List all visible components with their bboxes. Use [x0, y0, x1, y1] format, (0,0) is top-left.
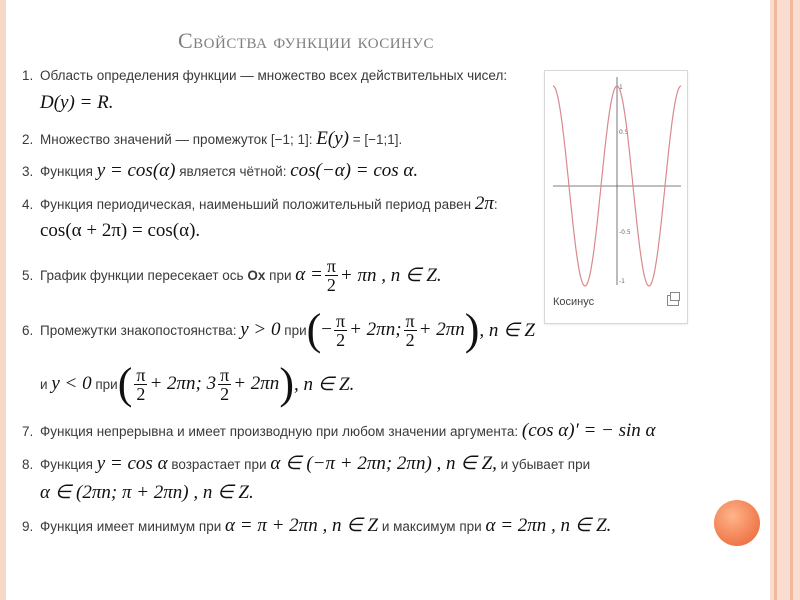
graph-caption: Косинус	[553, 296, 595, 308]
slide-left-border	[0, 0, 6, 600]
ytick-label-1: 1	[619, 84, 623, 91]
decorative-orb	[714, 500, 760, 546]
fraction: $\frac{\pi}{2}$	[405, 310, 415, 350]
property-8-formula: α ∈ (2πn; π + 2πn) , n ∈ Z.	[40, 482, 254, 503]
property-3: 3. Функция y = cos(α) является чётной: cos(−α) = cos α.	[22, 160, 419, 181]
slide-right-border	[770, 0, 800, 600]
fraction: $\frac{\pi}{2}$	[326, 255, 336, 295]
fraction: $\frac{\pi}{2}$	[136, 364, 146, 404]
property-6-line2: и y < 0 при ( $\frac{\pi}{2}$ + 2πn; 3 $\frac{\pi}{2}$ + 2πn ) , n ∈ Z.	[40, 359, 355, 408]
fraction: $\frac{\pi}{2}$	[336, 310, 346, 350]
slide-title: Свойства функции косинус	[178, 28, 435, 53]
property-8: 8. Функция y = cos α возрастает при α ∈ (−π + 2πn; 2πn) , n ∈ Z, и убывает при	[22, 453, 591, 474]
property-9: 9. Функция имеет минимум при α = π + 2πn , n ∈ Z и максимум при α = 2πn , n ∈ Z.	[22, 515, 612, 536]
cosine-plot	[545, 71, 687, 291]
property-5: 5. График функции пересекает ось Ox при α = $\frac{\pi}{2}$ + πn , n ∈ Z.	[22, 255, 442, 295]
cosine-graph[interactable]	[544, 70, 688, 324]
ytick-label-3: -0.5	[619, 229, 631, 236]
property-7: 7. Функция непрерывна и имеет производную при любом значении аргумента: (cos α)′ = − sin α	[22, 420, 656, 441]
property-2: 2. Множество значений — промежуток [−1; 1]: E(y) = [−1;1].	[22, 128, 403, 149]
property-1: 1. Область определения функции — множество всех действительных чисел:	[22, 68, 508, 83]
property-6: 6. Промежутки знакопостоянства: y > 0 при ( − $\frac{\pi}{2}$ + 2πn; $\frac{\pi}{2}$ + 2πn ) , n ∈ Z	[22, 305, 535, 354]
property-1-formula: D(y) = R.	[40, 92, 114, 113]
property-4: 4. Функция периодическая, наименьший положительный период равен 2π:	[22, 193, 498, 214]
property-4-formula: cos(α + 2π) = cos(α).	[40, 220, 201, 241]
fraction: $\frac{\pi}{2}$	[220, 364, 230, 404]
ytick-label-2: 0.5	[619, 129, 629, 136]
expand-icon[interactable]	[667, 295, 679, 306]
ytick-label-4: -1	[619, 278, 625, 285]
